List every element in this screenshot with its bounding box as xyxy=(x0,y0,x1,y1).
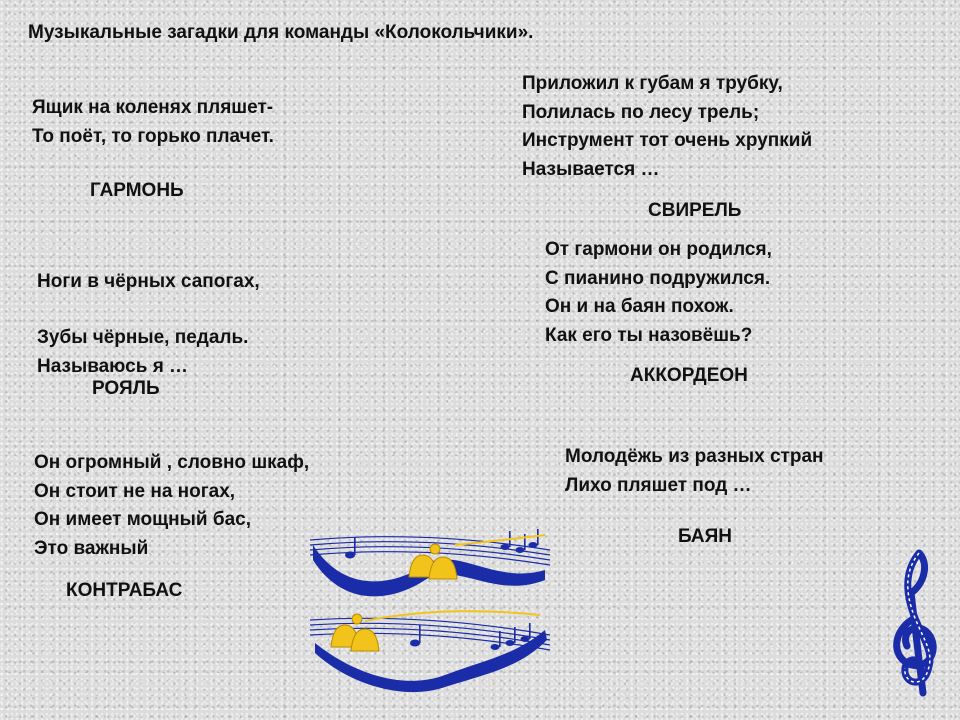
riddle-line: Он стоит не на ногах, xyxy=(34,480,236,502)
music-ribbon-bells-icon xyxy=(305,525,555,695)
riddle-line: То поёт, то горько плачет. xyxy=(32,125,274,147)
treble-clef-icon xyxy=(885,548,945,698)
riddle-3-line-1 xyxy=(37,268,260,297)
riddle-1-answer: ГАРМОНЬ xyxy=(90,180,184,201)
riddle-1 xyxy=(32,94,274,151)
riddle-line: Как его ты назовёшь? xyxy=(545,324,753,346)
riddle-line: Приложил к губам я трубку, xyxy=(522,73,783,94)
riddle-line: От гармони он родился, xyxy=(545,239,772,260)
riddle-line: С пианино подружился. xyxy=(545,267,771,289)
riddle-line: Ноги в чёрных сапогах, xyxy=(37,271,260,292)
riddle-3-answer: РОЯЛЬ xyxy=(92,378,160,399)
riddle-line: Полилась по лесу трель; xyxy=(522,101,760,123)
riddle-line: Он огромный , словно шкаф, xyxy=(34,452,310,473)
riddle-4-answer: АККОРДЕОН xyxy=(630,365,748,386)
riddle-2-answer: СВИРЕЛЬ xyxy=(648,200,742,221)
riddle-line: Лихо пляшет под … xyxy=(565,474,752,496)
riddle-line: Он и на баян похож. xyxy=(545,296,734,317)
riddle-2 xyxy=(522,70,812,184)
riddle-3-line-2 xyxy=(37,324,248,381)
riddle-line: Называется … xyxy=(522,158,660,180)
riddle-6 xyxy=(565,443,824,500)
riddle-5-answer: КОНТРАБАС xyxy=(66,580,183,601)
riddle-line: Он имеет мощный бас, xyxy=(34,509,251,530)
riddle-line: Молодёжь из разных стран xyxy=(565,446,824,467)
riddle-line: Инструмент тот очень хрупкий xyxy=(522,130,813,151)
riddle-line: Называюсь я … xyxy=(37,355,189,377)
riddle-5 xyxy=(34,449,309,563)
riddle-line: Зубы чёрные, педаль. xyxy=(37,327,249,348)
riddle-6-answer: БАЯН xyxy=(678,526,733,547)
page-title: Музыкальные загадки для команды «Колокольчики». xyxy=(28,22,534,43)
riddle-4 xyxy=(545,236,772,350)
riddle-line: Ящик на коленях пляшет- xyxy=(32,97,274,118)
riddle-line: Это важный xyxy=(34,537,149,559)
